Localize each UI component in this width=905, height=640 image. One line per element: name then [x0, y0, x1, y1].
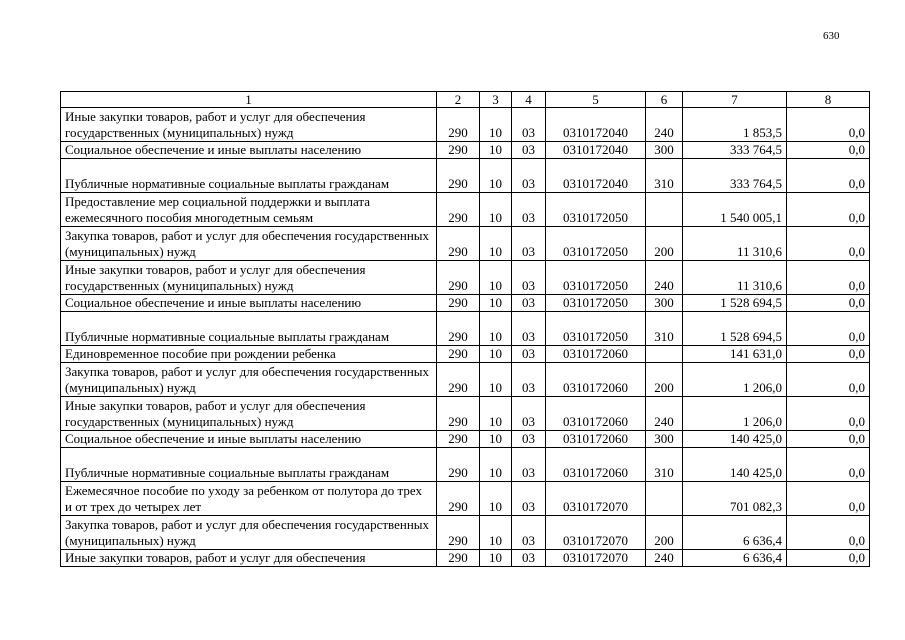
cell-target-article: 0310172040	[546, 142, 646, 159]
cell-section-code: 10	[480, 193, 512, 227]
cell-amount: 333 764,5	[683, 159, 787, 193]
table-row	[61, 261, 870, 295]
cell-expense-type: 200	[646, 227, 683, 261]
cell-amount-secondary: 0,0	[787, 482, 870, 516]
cell-ministry-code: 290	[437, 346, 480, 363]
cell-subsection-code: 03	[512, 431, 546, 448]
cell-amount-secondary: 0,0	[787, 448, 870, 482]
cell-section-code: 10	[480, 261, 512, 295]
cell-target-article: 0310172050	[546, 295, 646, 312]
header-col-7: 7	[683, 92, 787, 108]
cell-amount-secondary: 0,0	[787, 431, 870, 448]
table-row	[61, 159, 870, 193]
cell-amount: 1 528 694,5	[683, 295, 787, 312]
cell-target-article: 0310172050	[546, 227, 646, 261]
cell-target-article: 0310172050	[546, 312, 646, 346]
cell-section-code: 10	[480, 142, 512, 159]
cell-item-name: Закупка товаров, работ и услуг для обеспечения государственных (муниципальных) нужд	[61, 516, 437, 550]
cell-amount-secondary: 0,0	[787, 261, 870, 295]
cell-expense-type	[646, 346, 683, 363]
cell-expense-type: 310	[646, 159, 683, 193]
cell-amount: 1 540 005,1	[683, 193, 787, 227]
cell-ministry-code: 290	[437, 397, 480, 431]
cell-target-article: 0310172070	[546, 516, 646, 550]
cell-section-code: 10	[480, 448, 512, 482]
cell-amount-secondary: 0,0	[787, 142, 870, 159]
cell-subsection-code: 03	[512, 159, 546, 193]
cell-ministry-code: 290	[437, 261, 480, 295]
cell-amount-secondary: 0,0	[787, 516, 870, 550]
cell-amount: 6 636,4	[683, 550, 787, 567]
cell-section-code: 10	[480, 550, 512, 567]
table-row	[61, 295, 870, 312]
cell-amount: 1 206,0	[683, 397, 787, 431]
cell-section-code: 10	[480, 363, 512, 397]
cell-target-article: 0310172060	[546, 363, 646, 397]
cell-section-code: 10	[480, 312, 512, 346]
cell-amount-secondary: 0,0	[787, 227, 870, 261]
cell-ministry-code: 290	[437, 227, 480, 261]
cell-subsection-code: 03	[512, 346, 546, 363]
header-col-1: 1	[61, 92, 437, 108]
cell-ministry-code: 290	[437, 550, 480, 567]
cell-amount-secondary: 0,0	[787, 295, 870, 312]
cell-ministry-code: 290	[437, 482, 480, 516]
cell-subsection-code: 03	[512, 448, 546, 482]
cell-target-article: 0310172060	[546, 448, 646, 482]
table-row	[61, 227, 870, 261]
table-row	[61, 431, 870, 448]
cell-item-name: Публичные нормативные социальные выплаты гражданам	[61, 448, 437, 482]
cell-item-name: Иные закупки товаров, работ и услуг для обеспечения государственных (муниципальных) нужд	[61, 261, 437, 295]
cell-ministry-code: 290	[437, 448, 480, 482]
table-row	[61, 142, 870, 159]
cell-item-name: Единовременное пособие при рождении ребенка	[61, 346, 437, 363]
cell-expense-type: 200	[646, 363, 683, 397]
cell-item-name: Закупка товаров, работ и услуг для обеспечения государственных (муниципальных) нужд	[61, 363, 437, 397]
cell-item-name: Предоставление мер социальной поддержки и выплата ежемесячного пособия многодетным семьям	[61, 193, 437, 227]
cell-section-code: 10	[480, 159, 512, 193]
table-row	[61, 516, 870, 550]
cell-ministry-code: 290	[437, 142, 480, 159]
cell-subsection-code: 03	[512, 312, 546, 346]
cell-subsection-code: 03	[512, 227, 546, 261]
table-row	[61, 312, 870, 346]
cell-amount: 140 425,0	[683, 448, 787, 482]
cell-amount-secondary: 0,0	[787, 346, 870, 363]
table-body	[61, 108, 870, 567]
cell-amount: 333 764,5	[683, 142, 787, 159]
cell-expense-type: 240	[646, 108, 683, 142]
cell-item-name: Иные закупки товаров, работ и услуг для обеспечения государственных (муниципальных) нужд	[61, 397, 437, 431]
cell-amount: 701 082,3	[683, 482, 787, 516]
cell-ministry-code: 290	[437, 193, 480, 227]
cell-expense-type: 200	[646, 516, 683, 550]
cell-ministry-code: 290	[437, 363, 480, 397]
cell-amount: 1 528 694,5	[683, 312, 787, 346]
cell-target-article: 0310172040	[546, 159, 646, 193]
cell-expense-type: 240	[646, 397, 683, 431]
cell-target-article: 0310172060	[546, 431, 646, 448]
cell-expense-type: 310	[646, 448, 683, 482]
cell-ministry-code: 290	[437, 108, 480, 142]
budget-table	[60, 91, 870, 567]
cell-target-article: 0310172060	[546, 397, 646, 431]
cell-target-article: 0310172070	[546, 482, 646, 516]
cell-target-article: 0310172060	[546, 346, 646, 363]
cell-amount-secondary: 0,0	[787, 550, 870, 567]
cell-target-article: 0310172040	[546, 108, 646, 142]
cell-amount: 141 631,0	[683, 346, 787, 363]
table-row	[61, 550, 870, 567]
page-number: 630	[823, 30, 840, 42]
cell-target-article: 0310172070	[546, 550, 646, 567]
header-col-2: 2	[437, 92, 480, 108]
cell-ministry-code: 290	[437, 312, 480, 346]
header-row	[61, 92, 870, 108]
cell-amount-secondary: 0,0	[787, 312, 870, 346]
cell-expense-type: 300	[646, 295, 683, 312]
cell-ministry-code: 290	[437, 295, 480, 312]
header-col-6: 6	[646, 92, 683, 108]
cell-amount-secondary: 0,0	[787, 363, 870, 397]
cell-expense-type: 240	[646, 550, 683, 567]
cell-subsection-code: 03	[512, 397, 546, 431]
cell-ministry-code: 290	[437, 516, 480, 550]
cell-amount: 140 425,0	[683, 431, 787, 448]
cell-amount: 1 853,5	[683, 108, 787, 142]
cell-expense-type	[646, 193, 683, 227]
cell-item-name: Публичные нормативные социальные выплаты гражданам	[61, 159, 437, 193]
cell-amount: 6 636,4	[683, 516, 787, 550]
table-row	[61, 448, 870, 482]
cell-amount-secondary: 0,0	[787, 397, 870, 431]
cell-subsection-code: 03	[512, 516, 546, 550]
cell-subsection-code: 03	[512, 142, 546, 159]
cell-expense-type: 300	[646, 431, 683, 448]
cell-item-name: Социальное обеспечение и иные выплаты населению	[61, 295, 437, 312]
cell-item-name: Социальное обеспечение и иные выплаты населению	[61, 142, 437, 159]
cell-expense-type	[646, 482, 683, 516]
header-col-5: 5	[546, 92, 646, 108]
cell-item-name: Ежемесячное пособие по уходу за ребенком от полутора до трех и от трех до четырех лет	[61, 482, 437, 516]
cell-section-code: 10	[480, 431, 512, 448]
cell-target-article: 0310172050	[546, 193, 646, 227]
header-col-8: 8	[787, 92, 870, 108]
table-row	[61, 346, 870, 363]
cell-ministry-code: 290	[437, 159, 480, 193]
cell-subsection-code: 03	[512, 363, 546, 397]
cell-subsection-code: 03	[512, 193, 546, 227]
cell-subsection-code: 03	[512, 482, 546, 516]
cell-target-article: 0310172050	[546, 261, 646, 295]
cell-amount-secondary: 0,0	[787, 108, 870, 142]
cell-section-code: 10	[480, 227, 512, 261]
cell-expense-type: 240	[646, 261, 683, 295]
cell-amount-secondary: 0,0	[787, 159, 870, 193]
table-row	[61, 363, 870, 397]
header-col-3: 3	[480, 92, 512, 108]
cell-section-code: 10	[480, 516, 512, 550]
cell-item-name: Иные закупки товаров, работ и услуг для обеспечения	[61, 550, 437, 567]
cell-expense-type: 300	[646, 142, 683, 159]
table-row	[61, 108, 870, 142]
cell-expense-type: 310	[646, 312, 683, 346]
cell-section-code: 10	[480, 482, 512, 516]
cell-section-code: 10	[480, 397, 512, 431]
table-row	[61, 193, 870, 227]
table-header	[61, 92, 870, 108]
cell-section-code: 10	[480, 108, 512, 142]
cell-section-code: 10	[480, 346, 512, 363]
table-row	[61, 482, 870, 516]
cell-ministry-code: 290	[437, 431, 480, 448]
table-row	[61, 397, 870, 431]
cell-subsection-code: 03	[512, 261, 546, 295]
cell-subsection-code: 03	[512, 108, 546, 142]
cell-subsection-code: 03	[512, 550, 546, 567]
cell-section-code: 10	[480, 295, 512, 312]
cell-item-name: Закупка товаров, работ и услуг для обеспечения государственных (муниципальных) нужд	[61, 227, 437, 261]
cell-item-name: Социальное обеспечение и иные выплаты населению	[61, 431, 437, 448]
cell-subsection-code: 03	[512, 295, 546, 312]
cell-item-name: Публичные нормативные социальные выплаты гражданам	[61, 312, 437, 346]
cell-amount-secondary: 0,0	[787, 193, 870, 227]
cell-amount: 11 310,6	[683, 261, 787, 295]
cell-item-name: Иные закупки товаров, работ и услуг для обеспечения государственных (муниципальных) нужд	[61, 108, 437, 142]
cell-amount: 11 310,6	[683, 227, 787, 261]
cell-amount: 1 206,0	[683, 363, 787, 397]
header-col-4: 4	[512, 92, 546, 108]
